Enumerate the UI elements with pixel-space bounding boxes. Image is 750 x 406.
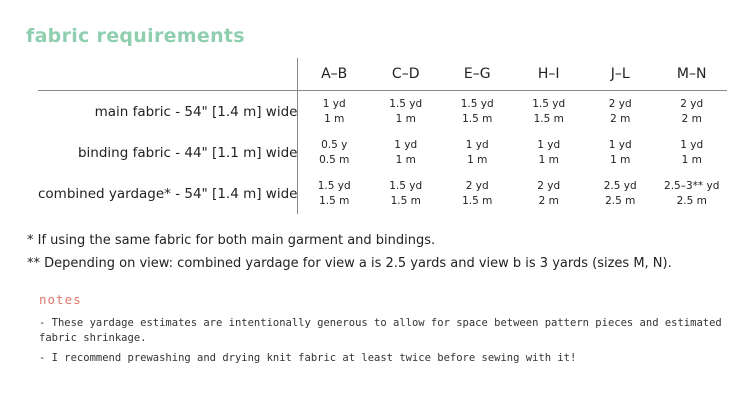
table-cell xyxy=(370,132,442,173)
meter-value: 1 m xyxy=(538,153,559,166)
yardage-value: 2.5–3** yd xyxy=(664,179,720,192)
table-row xyxy=(38,91,727,133)
yardage-value: 2.5 yd xyxy=(603,179,637,192)
row-label: binding fabric - 44" [1.1 m] wide xyxy=(38,132,298,173)
meter-value: 1 m xyxy=(395,112,416,125)
meter-value: 2.5 m xyxy=(605,194,636,207)
meter-value: 1.5 m xyxy=(319,194,350,207)
row-label: main fabric - 54" [1.4 m] wide xyxy=(38,91,298,133)
column-header: C–D xyxy=(370,58,442,91)
column-header: E–G xyxy=(441,58,513,91)
yardage-value: 1 yd xyxy=(394,138,418,151)
table-cell xyxy=(656,173,728,214)
meter-value: 1 m xyxy=(467,153,488,166)
yardage-value: 1 yd xyxy=(322,97,346,110)
table-cell xyxy=(298,173,370,214)
meter-value: 1.5 m xyxy=(533,112,564,125)
yardage-value: 2 yd xyxy=(537,179,561,192)
meter-value: 2 m xyxy=(681,112,702,125)
column-header: H–I xyxy=(513,58,585,91)
table-cell xyxy=(584,132,656,173)
notes-heading: notes xyxy=(39,292,82,307)
table-header-row xyxy=(38,58,727,91)
table-cell xyxy=(441,91,513,133)
meter-value: 1 m xyxy=(610,153,631,166)
column-header: A–B xyxy=(298,58,370,91)
table-row xyxy=(38,173,727,214)
yardage-value: 1 yd xyxy=(537,138,561,151)
fabric-requirements-table xyxy=(38,58,727,214)
yardage-value: 1.5 yd xyxy=(389,179,423,192)
footnote-single-asterisk: * If using the same fabric for both main garment and bindings. xyxy=(27,233,436,248)
meter-value: 2 m xyxy=(538,194,559,207)
note-item: - I recommend prewashing and drying knit fabric at least twice before sewing with it! xyxy=(39,352,577,364)
meter-value: 1 m xyxy=(324,112,345,125)
table-cell xyxy=(441,173,513,214)
note-item: - These yardage estimates are intentionally generous to allow for space between pattern pieces and estimated fabric shrinkage. xyxy=(39,317,722,344)
table-row xyxy=(38,132,727,173)
yardage-value: 1 yd xyxy=(465,138,489,151)
column-header: J–L xyxy=(584,58,656,91)
table-cell xyxy=(584,91,656,133)
row-label: combined yardage* - 54" [1.4 m] wide xyxy=(38,173,298,214)
yardage-value: 1.5 yd xyxy=(460,97,494,110)
table-cell xyxy=(298,132,370,173)
page-title: fabric requirements xyxy=(26,25,245,47)
table-cell xyxy=(584,173,656,214)
meter-value: 1 m xyxy=(681,153,702,166)
yardage-value: 1 yd xyxy=(608,138,632,151)
meter-value: 0.5 m xyxy=(319,153,350,166)
meter-value: 1 m xyxy=(395,153,416,166)
table-cell xyxy=(513,132,585,173)
table-cell xyxy=(441,132,513,173)
meter-value: 2.5 m xyxy=(676,194,707,207)
meter-value: 1.5 m xyxy=(462,112,493,125)
yardage-value: 2 yd xyxy=(465,179,489,192)
table-corner-cell xyxy=(38,58,298,91)
yardage-value: 2 yd xyxy=(680,97,704,110)
table-cell xyxy=(656,132,728,173)
meter-value: 2 m xyxy=(610,112,631,125)
yardage-value: 1.5 yd xyxy=(317,179,351,192)
yardage-value: 0.5 y xyxy=(321,138,348,151)
yardage-value: 1 yd xyxy=(680,138,704,151)
table-cell xyxy=(370,91,442,133)
yardage-value: 1.5 yd xyxy=(389,97,423,110)
footnote-double-asterisk: ** Depending on view: combined yardage for view a is 2.5 yards and view b is 3 yards (sizes M, N). xyxy=(27,256,672,271)
yardage-value: 2 yd xyxy=(608,97,632,110)
meter-value: 1.5 m xyxy=(390,194,421,207)
column-header: M–N xyxy=(656,58,728,91)
meter-value: 1.5 m xyxy=(462,194,493,207)
table-cell xyxy=(513,91,585,133)
table-cell xyxy=(513,173,585,214)
table-cell xyxy=(656,91,728,133)
table-cell xyxy=(298,91,370,133)
yardage-value: 1.5 yd xyxy=(532,97,566,110)
table-cell xyxy=(370,173,442,214)
